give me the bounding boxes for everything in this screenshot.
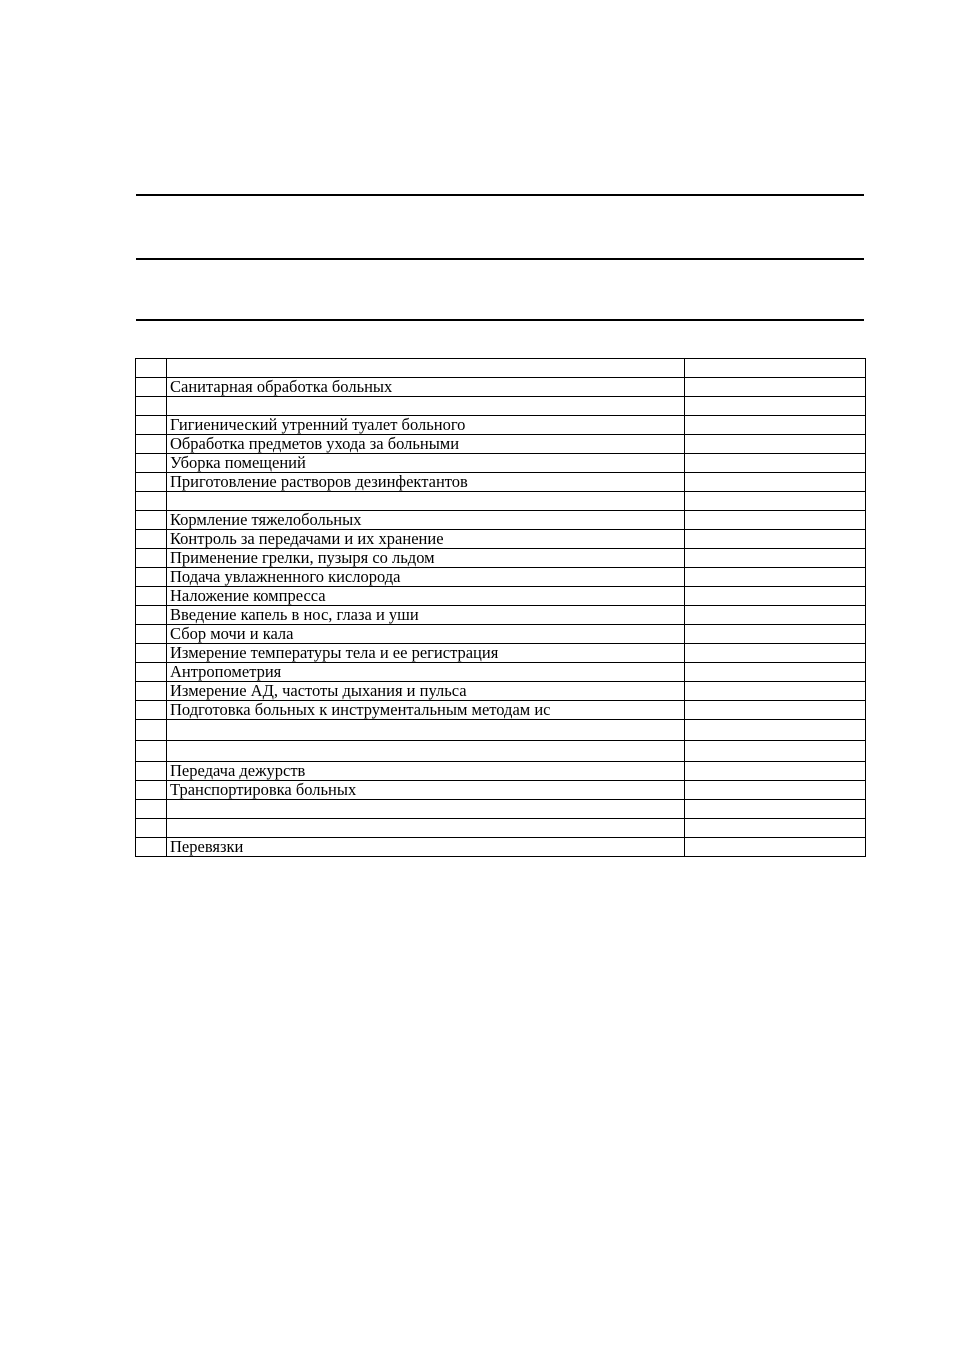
table-row — [136, 359, 866, 378]
table-row — [136, 781, 866, 800]
procedure-cell: Сбор мочи и кала — [167, 625, 685, 644]
number-cell — [136, 625, 167, 644]
number-cell — [136, 454, 167, 473]
mark-cell — [685, 781, 866, 800]
number-cell — [136, 701, 167, 720]
number-cell — [136, 549, 167, 568]
procedure-cell: Приготовление растворов дезинфектантов — [167, 473, 685, 492]
number-cell — [136, 800, 167, 819]
number-cell — [136, 781, 167, 800]
mark-cell — [685, 549, 866, 568]
mark-cell — [685, 378, 866, 397]
mark-cell — [685, 663, 866, 682]
table-row — [136, 663, 866, 682]
procedure-cell: Наложение компресса — [167, 587, 685, 606]
number-cell — [136, 492, 167, 511]
table-row — [136, 819, 866, 838]
procedure-cell: Подготовка больных к инструментальным методам ис — [167, 701, 685, 720]
number-cell — [136, 741, 167, 762]
mark-cell — [685, 587, 866, 606]
table-row — [136, 568, 866, 587]
procedure-cell — [167, 397, 685, 416]
number-cell — [136, 416, 167, 435]
procedure-cell: Гигиенический утренний туалет больного — [167, 416, 685, 435]
procedure-cell: Введение капель в нос, глаза и уши — [167, 606, 685, 625]
mark-cell — [685, 644, 866, 663]
table-row — [136, 511, 866, 530]
procedure-cell — [167, 359, 685, 378]
blank-line-3 — [136, 319, 864, 321]
table-row — [136, 454, 866, 473]
procedure-cell — [167, 492, 685, 511]
procedure-cell: Уборка помещений — [167, 454, 685, 473]
number-cell — [136, 819, 167, 838]
table-row — [136, 838, 866, 857]
procedure-cell — [167, 819, 685, 838]
table-row — [136, 473, 866, 492]
mark-cell — [685, 741, 866, 762]
procedure-cell: Измерение АД, частоты дыхания и пульса — [167, 682, 685, 701]
number-cell — [136, 644, 167, 663]
procedure-cell: Передача дежурств — [167, 762, 685, 781]
table-row — [136, 435, 866, 454]
mark-cell — [685, 454, 866, 473]
mark-cell — [685, 800, 866, 819]
table-row — [136, 397, 866, 416]
procedure-cell: Подача увлажненного кислорода — [167, 568, 685, 587]
table-row — [136, 682, 866, 701]
number-cell — [136, 568, 167, 587]
procedure-cell: Транспортировка больных — [167, 781, 685, 800]
procedure-cell: Санитарная обработка больных — [167, 378, 685, 397]
procedures-table — [135, 358, 866, 857]
table-row — [136, 741, 866, 762]
mark-cell — [685, 492, 866, 511]
procedure-cell — [167, 720, 685, 741]
table-row — [136, 606, 866, 625]
table-row — [136, 549, 866, 568]
number-cell — [136, 606, 167, 625]
mark-cell — [685, 762, 866, 781]
number-cell — [136, 378, 167, 397]
mark-cell — [685, 416, 866, 435]
number-cell — [136, 359, 167, 378]
table-row — [136, 416, 866, 435]
table-row — [136, 644, 866, 663]
mark-cell — [685, 568, 866, 587]
procedure-cell: Контроль за передачами и их хранение — [167, 530, 685, 549]
table-row — [136, 800, 866, 819]
table-row — [136, 625, 866, 644]
number-cell — [136, 663, 167, 682]
number-cell — [136, 720, 167, 741]
blank-line-2 — [136, 258, 864, 260]
procedure-cell: Антропометрия — [167, 663, 685, 682]
mark-cell — [685, 359, 866, 378]
mark-cell — [685, 530, 866, 549]
table-row — [136, 587, 866, 606]
mark-cell — [685, 701, 866, 720]
procedure-cell: Кормление тяжелобольных — [167, 511, 685, 530]
mark-cell — [685, 606, 866, 625]
mark-cell — [685, 473, 866, 492]
table-row — [136, 492, 866, 511]
mark-cell — [685, 819, 866, 838]
procedure-cell: Перевязки — [167, 838, 685, 857]
procedure-cell — [167, 800, 685, 819]
mark-cell — [685, 838, 866, 857]
mark-cell — [685, 397, 866, 416]
blank-line-1 — [136, 194, 864, 196]
number-cell — [136, 511, 167, 530]
number-cell — [136, 530, 167, 549]
mark-cell — [685, 720, 866, 741]
number-cell — [136, 587, 167, 606]
mark-cell — [685, 682, 866, 701]
procedure-cell — [167, 741, 685, 762]
number-cell — [136, 762, 167, 781]
mark-cell — [685, 435, 866, 454]
mark-cell — [685, 511, 866, 530]
procedure-cell: Применение грелки, пузыря со льдом — [167, 549, 685, 568]
table-row — [136, 701, 866, 720]
table-row — [136, 720, 866, 741]
table-row — [136, 378, 866, 397]
mark-cell — [685, 625, 866, 644]
number-cell — [136, 473, 167, 492]
table-row — [136, 530, 866, 549]
number-cell — [136, 435, 167, 454]
number-cell — [136, 397, 167, 416]
number-cell — [136, 682, 167, 701]
procedure-cell: Измерение температуры тела и ее регистрация — [167, 644, 685, 663]
procedure-cell: Обработка предметов ухода за больными — [167, 435, 685, 454]
table-row — [136, 762, 866, 781]
number-cell — [136, 838, 167, 857]
